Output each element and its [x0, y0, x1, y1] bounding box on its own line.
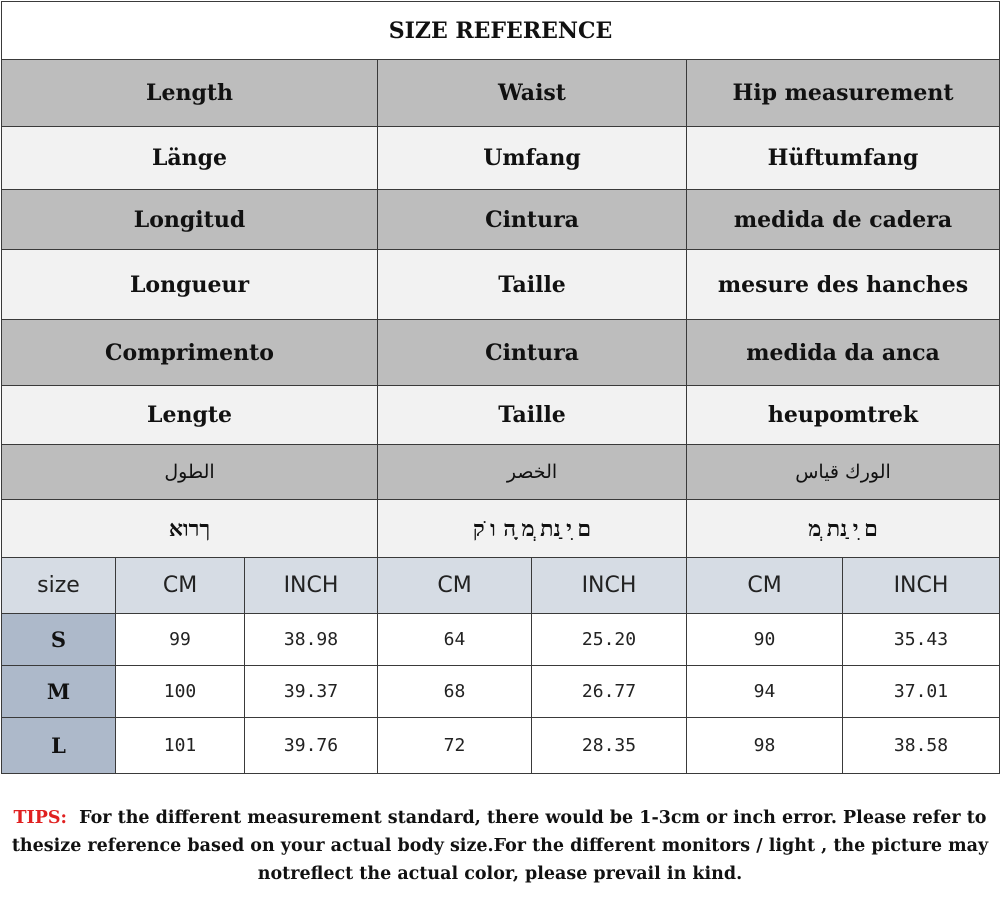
hip-label: mesure des hanches: [687, 250, 1000, 320]
unit-header-row: [2, 558, 1000, 614]
length-label: Length: [2, 60, 378, 127]
lang-row-german: [2, 127, 1000, 190]
waist-label: Taille: [378, 386, 687, 445]
length-inch-value: 39.37: [245, 666, 378, 718]
length-label: Lengte: [2, 386, 378, 445]
length-cm-header: CM: [116, 558, 245, 614]
length-label: Longueur: [2, 250, 378, 320]
hip-inch-value: 35.43: [843, 614, 1000, 666]
hip-label: Hip measurement: [687, 60, 1000, 127]
waist-label: الخصر: [378, 445, 687, 500]
lang-row-english: [2, 60, 1000, 127]
hip-label: ם ִי ַנת ְמ: [687, 500, 1000, 558]
hip-cm-value: 98: [687, 718, 843, 774]
length-cm-value: 100: [116, 666, 245, 718]
size-label: L: [2, 718, 116, 774]
length-label: Comprimento: [2, 320, 378, 386]
length-label: ךרוא: [2, 500, 378, 558]
waist-label: ם ִי ַנת ְמ ָה ו ֹק: [378, 500, 687, 558]
waist-label: Cintura: [378, 320, 687, 386]
waist-cm-value: 68: [378, 666, 532, 718]
waist-label: Taille: [378, 250, 687, 320]
size-column-header: size: [2, 558, 116, 614]
tips-line-3: notreflect the actual color, please prevail in kind.: [257, 864, 743, 884]
length-inch-value: 38.98: [245, 614, 378, 666]
length-label: الطول: [2, 445, 378, 500]
lang-row-spanish: [2, 190, 1000, 250]
length-label: Länge: [2, 127, 378, 190]
lang-row-hebrew: [2, 500, 1000, 558]
waist-cm-value: 64: [378, 614, 532, 666]
length-inch-value: 39.76: [245, 718, 378, 774]
waist-cm-value: 72: [378, 718, 532, 774]
size-reference-table: [1, 1, 1000, 774]
hip-label: heupomtrek: [687, 386, 1000, 445]
waist-label: Umfang: [378, 127, 687, 190]
length-inch-header: INCH: [245, 558, 378, 614]
lang-row-portuguese: [2, 320, 1000, 386]
tips-text-1: For the different measurement standard, there would be 1-3cm or inch error. Please refer to: [79, 808, 987, 828]
waist-label: Cintura: [378, 190, 687, 250]
hip-cm-value: 90: [687, 614, 843, 666]
waist-label: Waist: [378, 60, 687, 127]
tips-note: [10, 804, 990, 888]
waist-cm-header: CM: [378, 558, 532, 614]
hip-label: medida da anca: [687, 320, 1000, 386]
lang-row-arabic: [2, 445, 1000, 500]
hip-inch-value: 38.58: [843, 718, 1000, 774]
size-label: M: [2, 666, 116, 718]
hip-label: الورك قياس: [687, 445, 1000, 500]
title-row: [2, 2, 1000, 60]
hip-cm-value: 94: [687, 666, 843, 718]
length-cm-value: 101: [116, 718, 245, 774]
table-row: [2, 614, 1000, 666]
table-row: [2, 718, 1000, 774]
length-cm-value: 99: [116, 614, 245, 666]
hip-label: medida de cadera: [687, 190, 1000, 250]
lang-row-french: [2, 250, 1000, 320]
table-row: [2, 666, 1000, 718]
hip-label: Hüftumfang: [687, 127, 1000, 190]
chart-title: SIZE REFERENCE: [2, 2, 1000, 60]
waist-inch-value: 25.20: [532, 614, 687, 666]
hip-inch-value: 37.01: [843, 666, 1000, 718]
waist-inch-value: 26.77: [532, 666, 687, 718]
length-label: Longitud: [2, 190, 378, 250]
hip-inch-header: INCH: [843, 558, 1000, 614]
tips-line-2: thesize reference based on your actual body size.For the different monitors / light , the picture may: [11, 836, 989, 856]
tips-line-1: [10, 804, 990, 832]
hip-cm-header: CM: [687, 558, 843, 614]
lang-row-dutch: [2, 386, 1000, 445]
size-label: S: [2, 614, 116, 666]
waist-inch-header: INCH: [532, 558, 687, 614]
waist-inch-value: 28.35: [532, 718, 687, 774]
tips-label: TIPS:: [13, 808, 67, 828]
